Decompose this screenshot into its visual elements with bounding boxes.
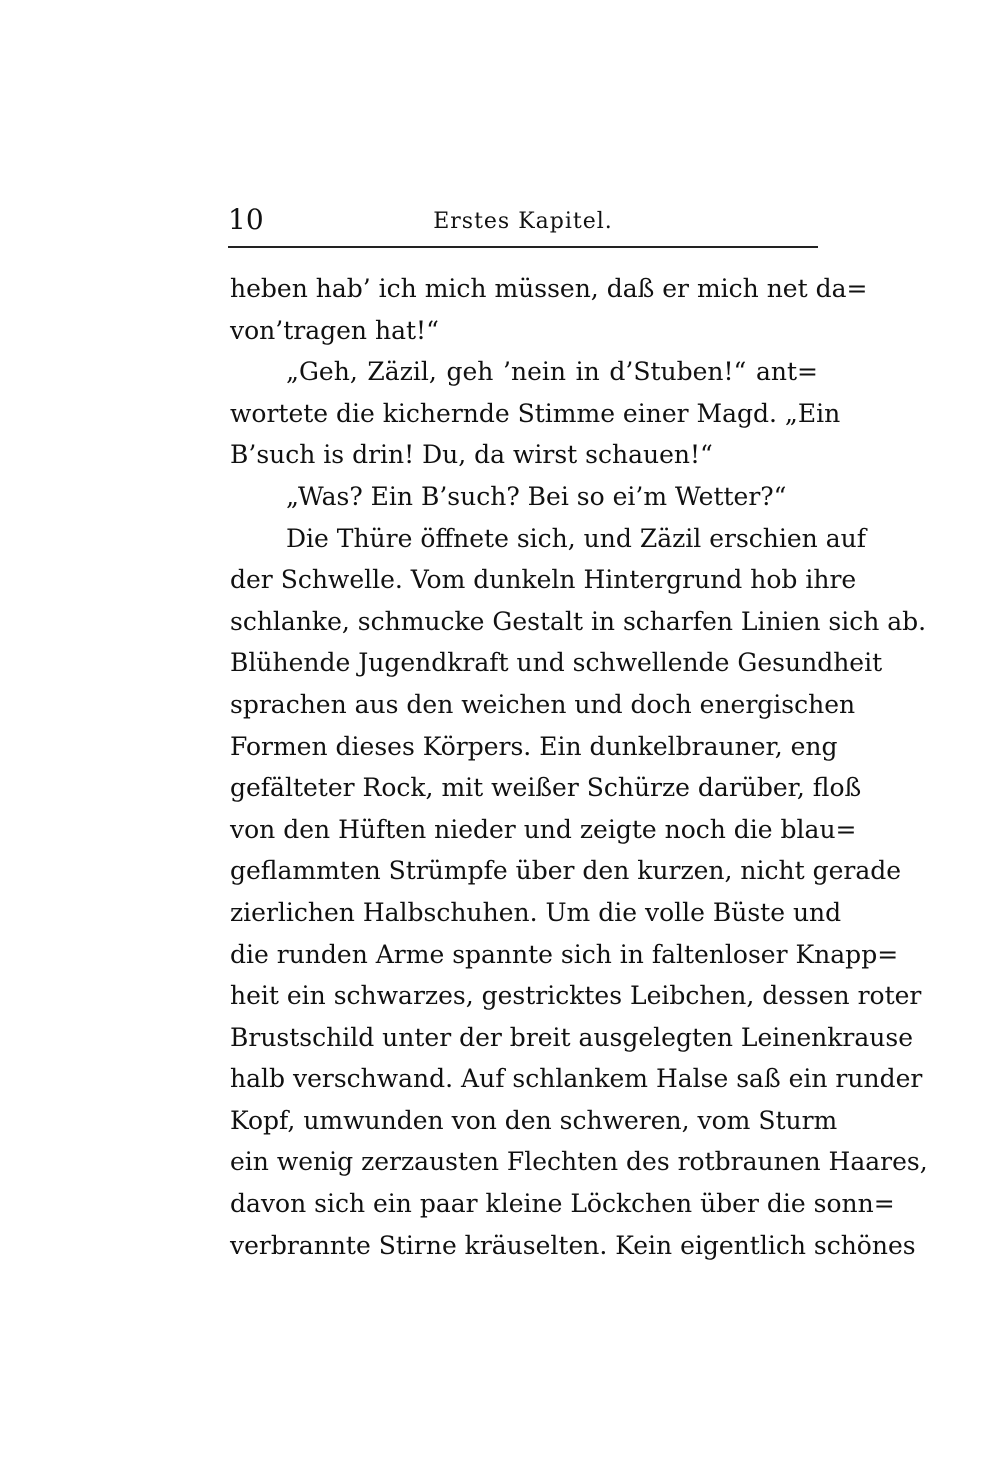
text-line: Formen dieses Körpers. Ein dunkelbrauner, eng	[230, 731, 838, 761]
body-text	[230, 268, 928, 1266]
running-head	[228, 200, 818, 240]
text-line: heit ein schwarzes, gestricktes Leibchen, dessen roter	[230, 981, 922, 1011]
running-title: Erstes Kapitel.	[433, 209, 613, 234]
text-line: B’such is drin! Du, da wirst schauen!“	[230, 440, 713, 470]
text-line: Die Thüre öffnete sich, und Zäzil erschien auf	[286, 523, 866, 553]
text-line: sprachen aus den weichen und doch energischen	[230, 689, 856, 719]
page-number: 10	[228, 203, 264, 236]
text-line: die runden Arme spannte sich in faltenloser Knapp=	[230, 939, 899, 969]
text-line: zierlichen Halbschuhen. Um die volle Büste und	[230, 897, 842, 927]
text-line: heben hab’ ich mich müssen, daß er mich net da=	[230, 274, 868, 303]
text-line: halb verschwand. Auf schlankem Halse saß ein runder	[230, 1064, 923, 1094]
text-line: gefälteter Rock, mit weißer Schürze darüber, floß	[230, 773, 862, 803]
text-line: Kopf, umwunden von den schweren, vom Sturm	[230, 1105, 838, 1135]
text-line: von den Hüften nieder und zeigte noch die blau=	[230, 814, 857, 844]
text-line: davon sich ein paar kleine Löckchen über die sonn=	[230, 1189, 895, 1219]
text-line: schlanke, schmucke Gestalt in scharfen Linien sich ab.	[230, 606, 927, 636]
text-line: ein wenig zerzausten Flechten des rotbraunen Haares,	[230, 1147, 928, 1177]
text-line: Brustschild unter der breit ausgelegten Leinenkrause	[230, 1022, 913, 1052]
text-line: wortete die kichernde Stimme einer Magd. „Ein	[230, 398, 841, 428]
text-line: „Geh, Zäzil, geh ’nein in d’Stuben!“ ant=	[286, 357, 818, 387]
text-line: geflammten Strümpfe über den kurzen, nicht gerade	[230, 856, 902, 886]
text-line: der Schwelle. Vom dunkeln Hintergrund hob ihre	[230, 565, 857, 595]
text-line: von’tragen hat!“	[230, 315, 439, 345]
header-rule	[228, 246, 818, 248]
text-line: Blühende Jugendkraft und schwellende Gesundheit	[230, 648, 883, 678]
text-line: „Was? Ein B’such? Bei so ei’m Wetter?“	[286, 481, 787, 511]
text-line: verbrannte Stirne kräuselten. Kein eigentlich schönes	[230, 1230, 916, 1260]
